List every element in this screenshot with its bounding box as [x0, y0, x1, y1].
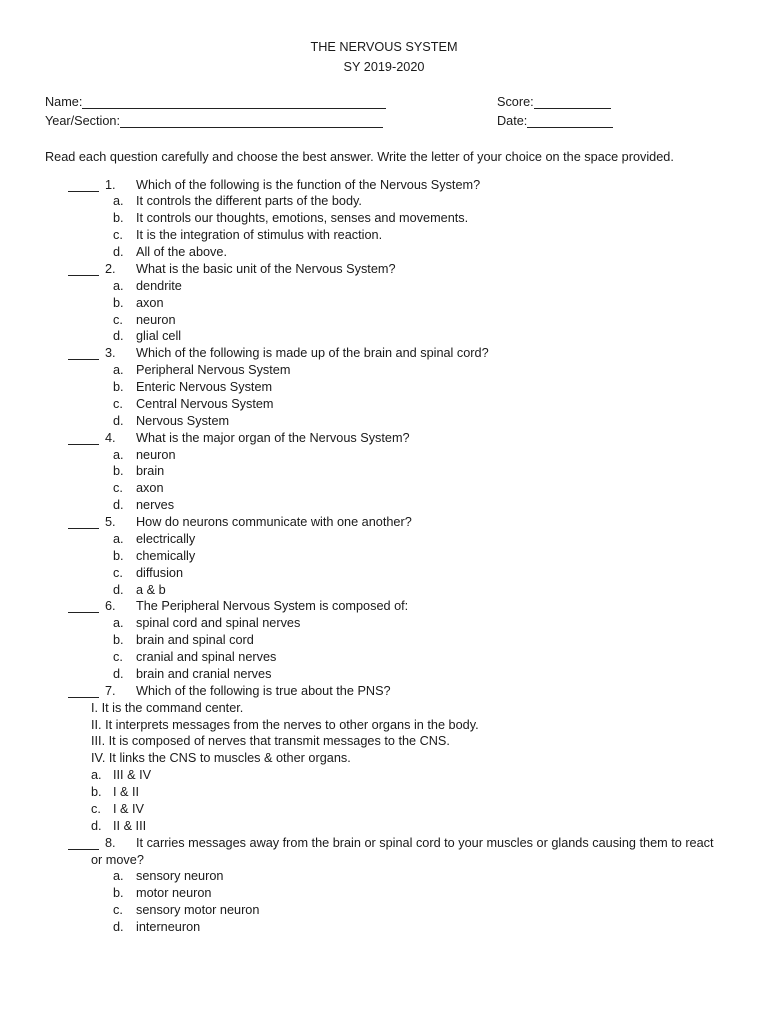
choice-letter: c. [113, 396, 123, 411]
question-number: 2. [105, 261, 116, 276]
question-6 [0, 598, 768, 615]
choice [0, 480, 768, 497]
date-field [497, 113, 613, 130]
statement [0, 733, 768, 750]
choice-letter: d. [91, 818, 102, 833]
question-text: What is the basic unit of the Nervous System? [136, 261, 396, 276]
question-5 [0, 514, 768, 531]
answer-blank [68, 261, 99, 276]
answer-blank [68, 430, 99, 445]
choice-text: brain and spinal cord [136, 633, 254, 648]
date-label: Date: [497, 113, 528, 128]
statement [0, 750, 768, 767]
choice-text: neuron [136, 312, 176, 327]
choice-letter: b. [113, 211, 124, 226]
choice-text: It is the integration of stimulus with reaction. [136, 228, 383, 243]
instructions: Read each question carefully and choose the best answer. Write the letter of your choice on the space provided. [45, 149, 674, 164]
choice-text: Central Nervous System [136, 396, 274, 411]
choice [0, 193, 768, 210]
question-number: 1. [105, 177, 116, 192]
choice-letter: a. [113, 531, 124, 546]
choice [0, 801, 768, 818]
choice-letter: d. [113, 329, 124, 344]
school-year: SY 2019-2020 [343, 59, 425, 74]
choice [0, 497, 768, 514]
question-2 [0, 261, 768, 278]
choice [0, 379, 768, 396]
choice [0, 902, 768, 919]
choice [0, 666, 768, 683]
question-number: 5. [105, 515, 116, 530]
choice-text: III & IV [113, 768, 152, 783]
question-text: Which of the following is true about the PNS? [136, 683, 391, 698]
choice [0, 312, 768, 329]
choice-letter: a. [91, 768, 102, 783]
choice-text: a & b [136, 582, 166, 597]
choice [0, 632, 768, 649]
choice-letter: a. [113, 194, 124, 209]
choice [0, 615, 768, 632]
answer-blank [68, 598, 99, 613]
choice-letter: d. [113, 666, 124, 681]
choice-letter: c. [113, 903, 123, 918]
choice-letter: d. [113, 920, 124, 935]
statement-text: III. It is composed of nerves that transmit messages to the CNS. [91, 734, 450, 749]
choice-text: sensory neuron [136, 869, 224, 884]
choice-text: brain [136, 464, 165, 479]
choice-letter: d. [113, 582, 124, 597]
choice-letter: d. [113, 413, 124, 428]
statement-text: IV. It links the CNS to muscles & other organs. [91, 751, 351, 766]
score-field [497, 94, 611, 111]
choice-text: It controls the different parts of the body. [136, 194, 362, 209]
question-text: Which of the following is the function of the Nervous System? [136, 177, 481, 192]
question-text: The Peripheral Nervous System is composed of: [136, 599, 409, 614]
choice-text: sensory motor neuron [136, 903, 260, 918]
choice [0, 362, 768, 379]
choice-text: Enteric Nervous System [136, 380, 273, 395]
date-blank-line [527, 113, 613, 128]
year-section-field [45, 113, 383, 130]
choice-text: Nervous System [136, 413, 230, 428]
choice-text: interneuron [136, 920, 201, 935]
choice-letter: a. [113, 447, 124, 462]
statement-text: I. It is the command center. [91, 700, 244, 715]
name-label: Name: [45, 94, 83, 109]
choice [0, 784, 768, 801]
answer-blank [68, 177, 99, 192]
question-list [0, 177, 768, 936]
choice-text: glial cell [136, 329, 182, 344]
choice-text: cranial and spinal nerves [136, 650, 277, 665]
question-text: Which of the following is made up of the brain and spinal cord? [136, 346, 489, 361]
worksheet-title: THE NERVOUS SYSTEM [310, 39, 458, 54]
question-text: How do neurons communicate with one another? [136, 515, 412, 530]
name-blank-line [82, 94, 386, 109]
choice-letter: c. [113, 481, 123, 496]
choice [0, 565, 768, 582]
choice-text: chemically [136, 548, 196, 563]
answer-blank [68, 683, 99, 698]
choice-letter: a. [113, 869, 124, 884]
score-label: Score: [497, 94, 534, 109]
choice-letter: b. [113, 295, 124, 310]
choice [0, 413, 768, 430]
choice-letter: b. [113, 464, 124, 479]
question-1 [0, 177, 768, 194]
choice-letter: b. [91, 785, 102, 800]
choice [0, 244, 768, 261]
choice [0, 649, 768, 666]
choice-text: motor neuron [136, 886, 212, 901]
choice [0, 447, 768, 464]
choice-letter: a. [113, 616, 124, 631]
answer-blank [68, 835, 99, 850]
choice-letter: d. [113, 245, 124, 260]
statement-text: II. It interprets messages from the nerves to other organs in the body. [91, 717, 479, 732]
choice-text: II & III [113, 818, 147, 833]
choice [0, 818, 768, 835]
choice-letter: c. [91, 801, 101, 816]
choice [0, 868, 768, 885]
choice-text: neuron [136, 447, 176, 462]
question-number: 3. [105, 346, 116, 361]
answer-blank [68, 514, 99, 529]
question-4 [0, 430, 768, 447]
choice [0, 582, 768, 599]
choice [0, 396, 768, 413]
choice-letter: b. [113, 548, 124, 563]
choice-letter: d. [113, 498, 124, 513]
question-number: 4. [105, 430, 116, 445]
question-text: It carries messages away from the brain or spinal cord to your muscles or glands causing them to react or move? [91, 835, 714, 867]
choice [0, 463, 768, 480]
choice-text: dendrite [136, 278, 182, 293]
choice-text: Peripheral Nervous System [136, 363, 291, 378]
choice-letter: b. [113, 380, 124, 395]
choice [0, 767, 768, 784]
choice-text: axon [136, 295, 164, 310]
question-3 [0, 345, 768, 362]
choice [0, 531, 768, 548]
choice-letter: b. [113, 886, 124, 901]
choice-letter: c. [113, 565, 123, 580]
choice [0, 227, 768, 244]
choice-text: I & II [113, 785, 140, 800]
question-number: 7. [105, 683, 116, 698]
choice-text: diffusion [136, 565, 184, 580]
choice-text: brain and cranial nerves [136, 666, 272, 681]
choice-text: I & IV [113, 801, 145, 816]
choice [0, 328, 768, 345]
choice [0, 919, 768, 936]
question-number: 6. [105, 599, 116, 614]
choice-text: nerves [136, 498, 175, 513]
question-number: 8. [105, 835, 116, 850]
choice-letter: c. [113, 650, 123, 665]
year-section-label: Year/Section: [45, 113, 121, 128]
answer-blank [68, 345, 99, 360]
choice [0, 885, 768, 902]
choice [0, 548, 768, 565]
score-blank-line [534, 94, 611, 109]
choice-text: All of the above. [136, 245, 227, 260]
question-text: What is the major organ of the Nervous System? [136, 430, 410, 445]
name-field [45, 94, 386, 111]
question-7 [0, 683, 768, 700]
choice [0, 210, 768, 227]
choice-letter: b. [113, 633, 124, 648]
question-8 [0, 835, 768, 869]
choice [0, 295, 768, 312]
choice-text: axon [136, 481, 164, 496]
year-section-blank-line [120, 113, 383, 128]
choice-letter: a. [113, 363, 124, 378]
statement [0, 700, 768, 717]
choice-letter: c. [113, 228, 123, 243]
choice-text: It controls our thoughts, emotions, senses and movements. [136, 211, 469, 226]
choice-letter: a. [113, 278, 124, 293]
statement [0, 717, 768, 734]
choice [0, 278, 768, 295]
choice-letter: c. [113, 312, 123, 327]
choice-text: spinal cord and spinal nerves [136, 616, 301, 631]
choice-text: electrically [136, 531, 196, 546]
